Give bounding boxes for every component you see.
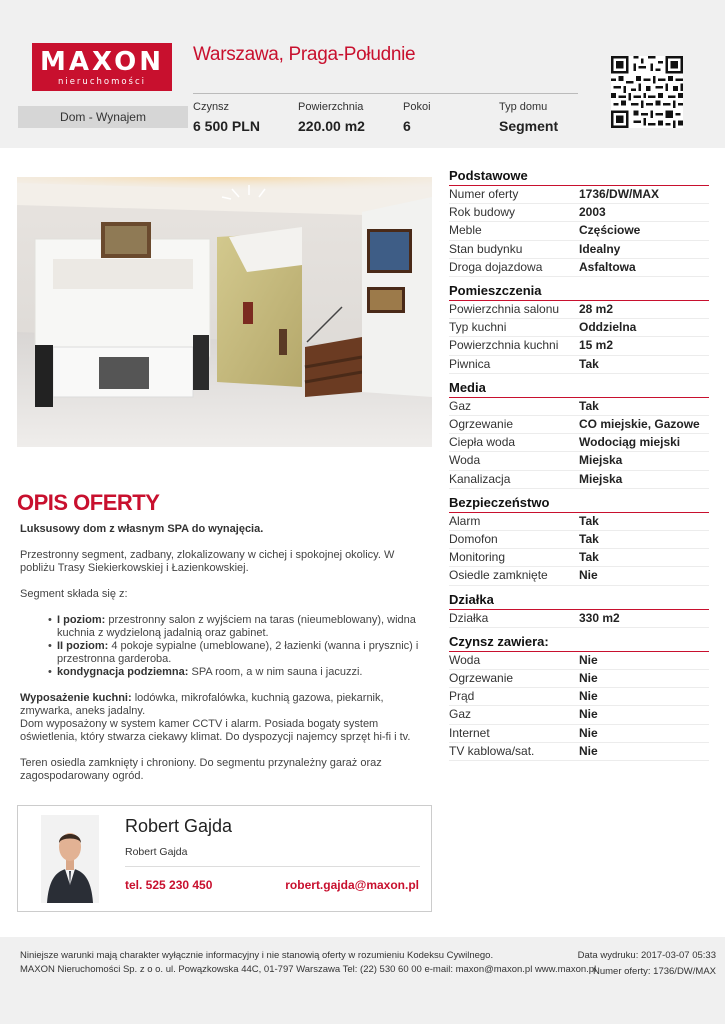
spec-value: Tak [579,398,599,413]
spec-label: Meble [449,223,482,238]
description-paragraph-3: Dom wyposażony w system kamer CCTV i alarm. Posiada bogaty system oświetlenia, który stwarza ciekawy klimat. Do dyspozycji najemcy sprzęt hi-fi i tv. [20,718,411,743]
level-label: I poziom: [57,614,106,626]
description-paragraph-4: Teren osiedla zamknięty i chroniony. Do segmentu przynależny garaż oraz zagospodarowany ogród. [20,757,382,782]
spec-label: Ogrzewanie [449,417,514,432]
spec-label: Woda [449,652,481,667]
spec-value: 15 m2 [579,338,614,353]
spec-label: Typ kuchni [449,320,507,335]
specs-panel [449,168,709,761]
kitchen-text: lodówka, mikrofalówka, kuchnią gazowa, piekarnik, zmywarka, aneks jadalny. [20,692,384,717]
price-value: 6 500 PLN [193,118,260,134]
description-lead: Luksusowy dom z własnym SPA do wynajęcia. [20,523,264,535]
spec-row [449,204,709,222]
rooms-value: 6 [403,118,411,134]
qr-code-icon[interactable] [611,56,683,128]
print-date: Data wydruku: 2017-03-07 05:33 [577,950,716,961]
spec-row [449,222,709,240]
spec-row [449,743,709,761]
spec-label: Gaz [449,398,472,413]
spec-label: Prąd [449,689,475,704]
spec-value: Oddzielna [579,320,637,335]
description-paragraph-1: Przestronny segment, zadbany, zlokalizowany w cichej i spokojnej okolicy. W pobliżu Trasy Siekierkowskiej i Łazienkowskiej. [20,549,395,574]
price-label: Czynsz [193,101,230,113]
list-item [48,614,425,640]
spec-label: Działka [449,610,489,625]
spec-row [449,241,709,259]
area-value: 220.00 m2 [298,118,365,134]
agent-name: Robert Gajda [125,816,233,836]
agent-card [17,805,432,912]
spec-section-title: Media [449,380,709,398]
header [0,0,725,148]
spec-label: TV kablowa/sat. [449,743,535,758]
spec-section-title: Czynsz zawiera: [449,634,709,652]
spec-section-title: Bezpieczeństwo [449,495,709,513]
spec-label: Alarm [449,513,481,528]
spec-label: Ogrzewanie [449,671,514,686]
area-block [298,100,365,136]
spec-value: CO miejskie, Gazowe [579,417,700,432]
spec-row [449,670,709,688]
spec-value: 330 m2 [579,610,620,625]
location-title: Warszawa, Praga-Południe [193,44,416,65]
maxon-logo[interactable] [32,43,172,91]
spec-label: Stan budynku [449,241,523,256]
description-paragraph-2: Segment składa się z: [20,588,128,600]
avatar [41,815,99,903]
spec-value: Idealny [579,241,621,256]
spec-value: Nie [579,725,598,740]
spec-label: Domofon [449,532,498,547]
level-text: 4 pokoje sypialne (umeblowane), 2 łazienki (wanna i prysznic) i przestronna garderoba. [57,640,419,665]
spec-row [449,610,709,628]
footer [0,937,725,1024]
spec-row [449,259,709,277]
spec-value: Miejska [579,471,623,486]
spec-value: 2003 [579,205,606,220]
spec-row [449,725,709,743]
list-item [48,666,425,679]
spec-row [449,452,709,470]
spec-row [449,398,709,416]
spec-value: Nie [579,671,598,686]
spec-row [449,416,709,434]
logo-subtitle: nieruchomości [57,77,147,87]
spec-value: Tak [579,356,599,371]
spec-row [449,513,709,531]
spec-row [449,356,709,374]
kitchen-label: Wyposażenie kuchni: [20,692,132,704]
spec-label: Monitoring [449,550,506,565]
spec-label: Osiedle zamknięte [449,568,548,583]
description-title: OPIS OFERTY [17,490,160,515]
level-label: kondygnacja podziemna: [57,666,189,678]
spec-row [449,301,709,319]
spec-label: Piwnica [449,356,491,371]
spec-value: Tak [579,513,599,528]
spec-value: Nie [579,652,598,667]
spec-label: Internet [449,725,490,740]
description-body [20,523,425,796]
property-photo[interactable] [17,177,432,447]
kitchen-equipment [20,692,425,718]
spec-value: Nie [579,743,598,758]
levels-list [48,614,425,679]
spec-label: Gaz [449,707,472,722]
spec-row [449,319,709,337]
spec-value: Asfaltowa [579,259,636,274]
agent-email-link[interactable]: robert.gajda@maxon.pl [285,878,419,892]
spec-section-title: Pomieszczenia [449,283,709,301]
spec-label: Ciepła woda [449,435,516,450]
area-label: Powierzchnia [298,101,364,113]
spec-label: Droga dojazdowa [449,259,543,274]
logo-brand: MAXON [40,47,164,77]
footer-disclaimer: Niniejsze warunki mają charakter wyłącznie informacyjny i nie stanowią oferty w rozumieniu Kodeksu Cywilnego. [20,950,494,961]
spec-value: Tak [579,532,599,547]
spec-row [449,688,709,706]
house-type-label: Typ domu [499,101,548,113]
spec-value: 1736/DW/MAX [579,187,660,201]
spec-section-title: Podstawowe [449,168,709,186]
rooms-label: Pokoi [403,101,431,113]
level-text: SPA room, a w nim sauna i jacuzzi. [188,666,363,678]
footer-company-info: MAXON Nieruchomości Sp. z o o. ul. Powązkowska 44C, 01-797 Warszawa Tel: (22) 530 60 00 e-mail: maxon@maxon.pl www.maxon.pl [20,964,597,975]
spec-value: Nie [579,707,598,722]
price-block [193,100,260,136]
spec-value: Tak [579,550,599,565]
spec-label: Rok budowy [449,205,516,220]
spec-section-title: Działka [449,592,709,610]
spec-row [449,337,709,355]
agent-phone-link[interactable]: tel. 525 230 450 [125,878,213,892]
footer-offer-number: Numer oferty: 1736/DW/MAX [592,966,716,977]
spec-row [449,567,709,585]
agent-divider [125,866,420,867]
spec-row [449,706,709,724]
house-type-block [499,100,558,136]
level-label: II poziom: [57,640,109,652]
spec-value: Miejska [579,453,623,468]
spec-value: Wodociąg miejski [579,435,681,450]
spec-label: Woda [449,453,481,468]
spec-value: 28 m2 [579,302,614,317]
house-type-value: Segment [499,118,559,134]
spec-row [449,186,709,204]
spec-row [449,531,709,549]
spec-row [449,471,709,489]
spec-value: Nie [579,568,598,583]
spec-row [449,652,709,670]
agent-subtitle: Robert Gajda [125,846,188,858]
level-text: przestronny salon z wyjściem na taras (nieumeblowany), widna kuchnia z wydzieloną jadalnią oraz gabinet. [57,614,416,639]
rooms-block [403,100,431,136]
spec-value: Nie [579,689,598,704]
header-divider [193,93,578,94]
list-item [48,640,425,666]
offer-type-badge: Dom - Wynajem [18,106,188,128]
spec-label: Numer oferty [449,187,519,201]
spec-row [449,549,709,567]
spec-label: Powierzchnia kuchni [449,338,559,353]
spec-label: Powierzchnia salonu [449,302,560,317]
spec-value: Częściowe [579,223,641,238]
spec-row [449,434,709,452]
spec-label: Kanalizacja [449,471,511,486]
